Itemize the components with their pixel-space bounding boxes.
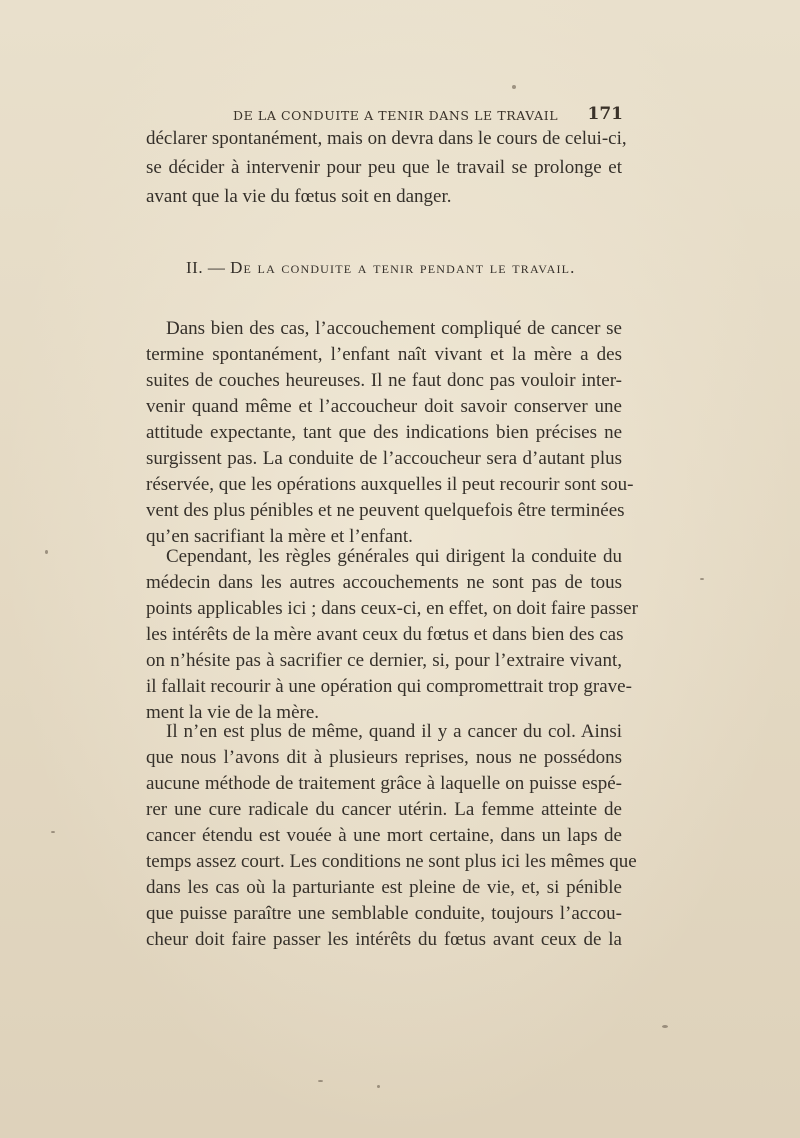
text-line: se décider à intervenir pour peu que le travail se prolonge et [146, 157, 622, 178]
paper-speck [51, 831, 55, 833]
text-line: venir quand même et l’accoucheur doit savoir conserver une [146, 396, 622, 417]
text-line: Il n’en est plus de même, quand il y a cancer du col. Ainsi [166, 721, 622, 742]
text-line: attitude expectante, tant que des indications bien précises ne [146, 422, 622, 443]
text-line: déclarer spontanément, mais on devra dans le cours de celui-ci, [146, 128, 627, 149]
text-line: rer une cure radicale du cancer utérin. La femme atteinte de [146, 799, 622, 820]
paper-speck [45, 550, 48, 554]
text-line: temps assez court. Les conditions ne sont plus ici les mêmes que [146, 851, 637, 872]
running-title: DE LA CONDUITE A TENIR DANS LE TRAVAIL [233, 108, 559, 123]
text-line: il fallait recourir à une opération qui compromettrait trop grave- [146, 676, 632, 697]
text-line: réservée, que les opérations auxquelles il peut recourir sont sou- [146, 474, 634, 495]
text-line: les intérêts de la mère avant ceux du fœtus et dans bien des cas [146, 624, 624, 645]
running-header [145, 104, 623, 126]
paper-speck [377, 1085, 380, 1088]
paper-speck [512, 85, 516, 89]
section-number: II. — [186, 258, 226, 277]
paper-speck [700, 578, 704, 580]
text-line: que nous l’avons dit à plusieurs reprises, nous ne possédons [146, 747, 622, 768]
text-line: cancer étendu est vouée à une mort certaine, dans un laps de [146, 825, 622, 846]
text-line: on n’hésite pas à sacrifier ce dernier, si, pour l’extraire vivant, [146, 650, 622, 671]
text-line: avant que la vie du fœtus soit en danger. [146, 186, 452, 207]
paper-speck [318, 1080, 323, 1082]
text-line: ment la vie de la mère. [146, 702, 320, 723]
text-line: points applicables ici ; dans ceux-ci, en effet, on doit faire passer [146, 598, 638, 619]
text-line: que puisse paraître une semblable conduite, toujours l’accou- [146, 903, 622, 924]
text-line: vent des plus pénibles et ne peuvent quelquefois être terminées [146, 500, 625, 521]
text-line: surgissent pas. La conduite de l’accoucheur sera d’autant plus [146, 448, 622, 469]
text-line: Cependant, les règles générales qui dirigent la conduite du [166, 546, 622, 567]
text-line: dans les cas où la parturiante est pleine de vie, et, si pénible [146, 877, 622, 898]
text-line: médecin dans les autres accouchements ne sont pas de tous [146, 572, 622, 593]
text-line: termine spontanément, l’enfant naît vivant et la mère a des [146, 344, 622, 365]
page-number: 171 [587, 104, 623, 124]
section-heading [186, 258, 586, 278]
text-line: aucune méthode de traitement grâce à laquelle on puisse espé- [146, 773, 622, 794]
text-line: suites de couches heureuses. Il ne faut donc pas vouloir inter- [146, 370, 622, 391]
text-line: cheur doit faire passer les intérêts du fœtus avant ceux de la [146, 929, 622, 950]
paper-speck [662, 1025, 668, 1028]
section-title: De la conduite a tenir pendant le travail. [230, 258, 576, 277]
text-line: qu’en sacrifiant la mère et l’enfant. [146, 526, 413, 547]
text-line: Dans bien des cas, l’accouchement compliqué de cancer se [166, 318, 622, 339]
